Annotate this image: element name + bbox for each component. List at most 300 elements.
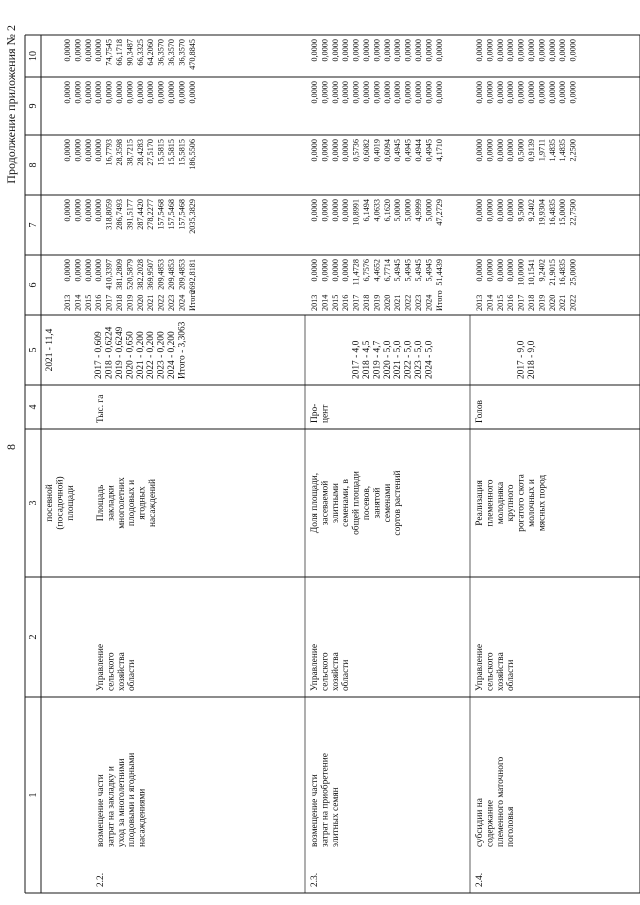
- target-value: 2024 - 5,0: [424, 340, 435, 379]
- executor-text: Управление: [96, 643, 106, 691]
- amount-cell: 6,7576: [362, 259, 371, 282]
- amount-cell: 0,0000: [73, 199, 83, 222]
- amount-cell: 157,5468: [167, 199, 176, 230]
- amount-cell: 51,4439: [434, 259, 444, 286]
- amount-cell: 0,6082: [362, 139, 371, 162]
- amount-cell: 0,0000: [63, 139, 72, 162]
- year-cell: 2015: [495, 294, 505, 311]
- indicator-text: плодовых и: [127, 479, 138, 527]
- year-cell: 2014: [320, 294, 330, 311]
- target-value: 2020 - 0,650: [125, 331, 136, 379]
- amount-cell: 22,7500: [568, 199, 578, 226]
- amount-cell: 0,5736: [351, 139, 361, 162]
- indicator-text: насаждений: [148, 478, 158, 528]
- amount-cell: 0,0000: [177, 81, 187, 104]
- amount-cell: 0,6094: [382, 139, 392, 162]
- amount-cell: 0,0000: [341, 199, 351, 222]
- year-cell: 2013: [475, 294, 484, 311]
- indicator-text: молочных и: [527, 479, 537, 527]
- year-cell: 2024: [424, 294, 434, 311]
- amount-cell: 0,0000: [320, 259, 330, 282]
- amount-cell: 0,0000: [485, 259, 495, 282]
- target-value: 2024 - 0,200: [167, 331, 177, 379]
- amount-cell: 0,0000: [485, 39, 495, 62]
- amount-cell: 0,0000: [537, 39, 547, 62]
- amount-cell: 2,2500: [568, 139, 578, 162]
- amount-cell: 19,9304: [537, 199, 547, 226]
- amount-cell: 520,5879: [125, 259, 135, 290]
- year-cell: 2024: [177, 294, 187, 311]
- amount-cell: 9,5000: [516, 199, 526, 222]
- target-value: 2018 - 4,5: [362, 340, 372, 379]
- amount-cell: 16,7793: [104, 139, 114, 166]
- amount-cell: 15,5815: [177, 139, 187, 166]
- amount-cell: 0,0000: [351, 39, 361, 62]
- indicator-text: молодняка: [495, 481, 506, 525]
- measure-name: затрат на приобретение: [320, 753, 331, 847]
- amount-cell: 0,0000: [485, 199, 495, 222]
- year-cell: 2023: [414, 294, 423, 311]
- measure-name: возмещение части: [310, 774, 320, 847]
- target-value: 2022 - 5,0: [403, 340, 414, 379]
- amount-cell: 0,0000: [115, 81, 124, 104]
- amount-cell: 0,0000: [424, 39, 434, 62]
- year-cell: 2013: [310, 294, 319, 311]
- table-row: [63, 39, 197, 887]
- executor-text: сельского: [106, 652, 117, 691]
- executor-text: Управление: [310, 643, 320, 691]
- year-cell: Итого: [434, 290, 444, 311]
- amount-cell: 0,0000: [403, 39, 413, 62]
- executor-text: области: [127, 659, 138, 691]
- continued-indicator-text: посевной: [45, 484, 55, 522]
- year-cell: 2020: [135, 294, 145, 311]
- amount-cell: 0,0000: [341, 39, 351, 62]
- continued-indicator-text: (посадочной): [55, 476, 66, 530]
- amount-cell: 0,0000: [94, 259, 104, 282]
- indicator-text: общей площади: [351, 471, 362, 535]
- amount-cell: 66,1718: [115, 39, 124, 66]
- amount-cell: 0,0000: [125, 81, 135, 104]
- amount-cell: 0,0000: [485, 139, 495, 162]
- target-value: 2023 - 5,0: [414, 340, 424, 379]
- year-cell: 2019: [537, 294, 547, 311]
- amount-cell: 0,0000: [516, 39, 526, 62]
- column-number: 2: [28, 634, 39, 640]
- target-value: 2021 - 5,0: [393, 340, 404, 379]
- page-number: 8: [4, 444, 18, 450]
- year-cell: 2018: [527, 294, 536, 311]
- target-value: 2019 - 4,7: [372, 340, 383, 379]
- amount-cell: 0,0000: [63, 81, 72, 104]
- amount-cell: 0,0000: [558, 81, 568, 104]
- unit-text: Голов: [475, 400, 485, 423]
- amount-cell: 0,0000: [382, 81, 392, 104]
- amount-cell: 38,7215: [125, 139, 135, 166]
- amount-cell: 0,0000: [372, 81, 382, 104]
- indicator-text: Доля площади,: [310, 472, 320, 534]
- amount-cell: 15,5815: [156, 139, 166, 166]
- amount-cell: 0,0000: [310, 39, 319, 62]
- year-cell: 2020: [382, 294, 392, 311]
- indicator-text: рогатого скота: [516, 474, 527, 532]
- indicator-text: семенами: [382, 483, 393, 523]
- amount-cell: 28,4283: [135, 139, 145, 166]
- amount-cell: 0,0000: [341, 139, 351, 162]
- amount-cell: 0,4945: [393, 139, 403, 162]
- indicator-text: сортов растений: [393, 470, 404, 536]
- indicator-text: Реализация: [475, 480, 485, 526]
- amount-cell: 0,0000: [414, 39, 423, 62]
- amount-cell: 0,0000: [403, 81, 413, 104]
- target-value: 2019 - 0,6249: [115, 326, 125, 379]
- column-number: 6: [28, 282, 39, 288]
- amount-cell: 0,0000: [330, 139, 340, 162]
- amount-cell: 0,0000: [382, 39, 392, 62]
- amount-cell: 0,0000: [135, 81, 145, 104]
- amount-cell: 15,0000: [558, 199, 568, 226]
- target-value: Итого - 3,3063: [177, 321, 188, 379]
- executor-text: хозяйства: [330, 652, 341, 691]
- amount-cell: 0,4944: [414, 139, 423, 162]
- amount-cell: 0,0000: [83, 199, 93, 222]
- amount-cell: 0,0000: [495, 139, 505, 162]
- amount-cell: 0,0000: [414, 81, 423, 104]
- amount-cell: 0,0000: [341, 259, 351, 282]
- amount-cell: 0,0000: [495, 39, 505, 62]
- amount-cell: 157,5468: [156, 199, 166, 230]
- column-number: 10: [28, 51, 39, 61]
- amount-cell: 0,0000: [527, 81, 536, 104]
- amount-cell: 2692,8181: [187, 259, 197, 294]
- measure-name: насаждениями: [137, 788, 148, 847]
- amount-cell: 186,5506: [187, 139, 197, 170]
- column-number: 4: [28, 404, 39, 410]
- executor-text: сельского: [320, 652, 331, 691]
- measure-name: плодовыми и ягодными: [127, 752, 138, 847]
- amount-cell: 10,1541: [527, 259, 536, 286]
- column-number: 5: [28, 347, 39, 353]
- amount-cell: 0,0000: [372, 39, 382, 62]
- amount-cell: 0,0000: [63, 259, 72, 282]
- indicator-text: посевов,: [362, 485, 372, 521]
- amount-cell: 0,0000: [362, 39, 371, 62]
- amount-cell: 0,0000: [73, 259, 83, 282]
- year-cell: 2017: [351, 294, 361, 311]
- amount-cell: 4,9999: [414, 199, 423, 222]
- year-cell: 2015: [330, 294, 340, 311]
- year-cell: 2019: [125, 294, 135, 311]
- amount-cell: 0,0000: [568, 81, 578, 104]
- amount-cell: 5,0000: [424, 199, 434, 222]
- amount-cell: 0,0000: [94, 139, 104, 162]
- executor-text: области: [506, 659, 517, 691]
- amount-cell: 286,7493: [115, 199, 124, 230]
- year-cell: 2016: [506, 294, 516, 311]
- amount-cell: 6,1620: [382, 199, 392, 222]
- amount-cell: 391,5177: [125, 199, 135, 230]
- year-cell: 2017: [516, 294, 526, 311]
- column-number: 3: [28, 500, 39, 506]
- amount-cell: 1,4835: [558, 139, 568, 162]
- amount-cell: 15,5815: [167, 139, 176, 166]
- amount-cell: 0,0000: [393, 81, 403, 104]
- amount-cell: 0,0000: [475, 139, 484, 162]
- amount-cell: 0,0000: [475, 199, 484, 222]
- measure-name: затрат на закладку и: [106, 766, 117, 847]
- year-cell: 2022: [403, 294, 413, 311]
- amount-cell: 0,0000: [310, 199, 319, 222]
- amount-cell: 0,0000: [537, 81, 547, 104]
- page-content: [4, 25, 640, 893]
- amount-cell: 0,0000: [547, 81, 557, 104]
- amount-cell: 209,4853: [156, 259, 166, 290]
- target-value: 2020 - 5,0: [382, 340, 393, 379]
- amount-cell: 0,0000: [495, 259, 505, 282]
- amount-cell: 0,0000: [310, 259, 319, 282]
- amount-cell: 0,4945: [403, 139, 413, 162]
- amount-cell: 287,4420: [135, 199, 145, 230]
- row-number: 2.2.: [96, 872, 106, 887]
- amount-cell: 0,0000: [475, 259, 484, 282]
- amount-cell: 0,0000: [362, 81, 371, 104]
- amount-cell: 4,1710: [434, 139, 444, 162]
- executor-text: области: [341, 659, 352, 691]
- target-value: 2017 - 0,609: [94, 331, 105, 379]
- measure-name: уход за многолетними: [116, 758, 127, 847]
- column-number: 1: [28, 792, 39, 798]
- amount-cell: 0,0000: [393, 39, 403, 62]
- amount-cell: 36,3570: [177, 39, 187, 66]
- unit-text: Тыс. га: [96, 394, 106, 423]
- year-cell: 2019: [372, 294, 382, 311]
- amount-cell: 0,0000: [187, 81, 197, 104]
- amount-cell: 1,4835: [547, 139, 557, 162]
- amount-cell: 36,3570: [156, 39, 166, 66]
- amount-cell: 0,0000: [83, 81, 93, 104]
- column-number: 8: [28, 162, 39, 168]
- amount-cell: 64,2060: [146, 39, 156, 66]
- amount-cell: 0,0000: [83, 259, 93, 282]
- table-row: [310, 39, 444, 887]
- amount-cell: 9,2402: [537, 259, 547, 282]
- amount-cell: 0,0000: [94, 81, 104, 104]
- amount-cell: 16,4835: [547, 199, 557, 226]
- indicator-text: занятой: [372, 487, 383, 519]
- amount-cell: 36,3570: [167, 39, 176, 66]
- unit-text: Про-: [310, 403, 320, 423]
- amount-cell: 9,2402: [527, 199, 536, 222]
- amount-cell: 0,0000: [568, 39, 578, 62]
- year-cell: 2016: [94, 294, 104, 311]
- measure-name: субсидии на: [475, 798, 485, 847]
- amount-cell: 0,0000: [434, 81, 444, 104]
- amount-cell: 0,0000: [320, 39, 330, 62]
- amount-cell: 5,0000: [393, 199, 403, 222]
- year-cell: 2022: [568, 294, 578, 311]
- indicator-text: ягодных: [137, 486, 148, 520]
- measure-name: поголовья: [506, 806, 517, 847]
- amount-cell: 0,0000: [83, 39, 93, 62]
- year-cell: 2015: [83, 294, 93, 311]
- amount-cell: 0,0000: [351, 81, 361, 104]
- amount-cell: 21,9015: [547, 259, 557, 286]
- amount-cell: 0,0000: [94, 39, 104, 62]
- amount-cell: 4,0633: [372, 199, 382, 222]
- amount-cell: 0,0000: [73, 81, 83, 104]
- year-cell: 2022: [156, 294, 166, 311]
- indicator-text: элитными: [330, 483, 341, 523]
- year-cell: 2023: [167, 294, 176, 311]
- target-value: 2018 - 0,6224: [104, 326, 115, 379]
- column-number: 9: [28, 103, 39, 109]
- amount-cell: 209,4853: [177, 259, 187, 290]
- amount-cell: 27,5170: [146, 139, 156, 166]
- year-cell: 2016: [341, 294, 351, 311]
- amount-cell: 0,0000: [330, 81, 340, 104]
- measure-name: содержание: [485, 799, 496, 847]
- amount-cell: 0,0000: [94, 199, 104, 222]
- amount-cell: 0,0000: [320, 199, 330, 222]
- amount-cell: 0,0000: [156, 81, 166, 104]
- amount-cell: 6,7714: [382, 259, 392, 282]
- year-cell: 2021: [393, 294, 403, 311]
- amount-cell: 369,9507: [146, 259, 156, 290]
- amount-cell: 0,0000: [506, 81, 516, 104]
- amount-cell: 0,0000: [63, 39, 72, 62]
- amount-cell: 0,0000: [485, 81, 495, 104]
- indicator-text: племенного: [485, 479, 496, 527]
- target-value: 2021 - 0,200: [135, 331, 146, 379]
- amount-cell: 0,0000: [320, 139, 330, 162]
- executor-text: хозяйства: [495, 652, 506, 691]
- amount-cell: 28,3598: [115, 139, 124, 166]
- indicator-text: засеваемой: [320, 480, 331, 526]
- amount-cell: 0,0000: [330, 39, 340, 62]
- amount-cell: 90,3487: [125, 39, 135, 66]
- amount-cell: 0,0000: [506, 139, 516, 162]
- amount-cell: 209,4853: [167, 259, 176, 290]
- measure-name: возмещение части: [96, 774, 106, 847]
- year-cell: 2013: [63, 294, 72, 311]
- target-value: 2017 - 9,0: [516, 340, 527, 379]
- amount-cell: 157,5468: [177, 199, 187, 230]
- unit-text: цент: [320, 404, 331, 423]
- amount-cell: 410,3397: [104, 259, 114, 290]
- amount-cell: 5,4945: [414, 259, 423, 282]
- continued-target-value: 2021 - 11,4: [45, 328, 55, 372]
- row-number: 2.3.: [310, 872, 320, 887]
- amount-cell: 0,0000: [506, 259, 516, 282]
- indicator-text: мясных пород: [537, 474, 548, 532]
- indicator-text: многолетних: [116, 477, 127, 529]
- target-value: 2018 - 9,0: [527, 340, 537, 379]
- year-cell: 2020: [547, 294, 557, 311]
- executor-text: хозяйства: [116, 652, 127, 691]
- measure-name: племенного маточного: [495, 756, 506, 847]
- amount-cell: 66,3325: [135, 39, 145, 66]
- amount-cell: 0,0000: [558, 39, 568, 62]
- amount-cell: 0,0000: [73, 139, 83, 162]
- measure-name: элитных семян: [330, 787, 341, 847]
- year-cell: Итого: [187, 290, 197, 311]
- row-number: 2.4.: [475, 872, 485, 887]
- amount-cell: 0,0000: [104, 81, 114, 104]
- amount-cell: 0,0000: [146, 81, 156, 104]
- amount-cell: 0,0000: [320, 81, 330, 104]
- target-value: 2023 - 0,200: [156, 331, 167, 379]
- target-value: 2022 - 0,200: [146, 331, 157, 379]
- amount-cell: 47,2729: [434, 199, 444, 226]
- column-number: 7: [28, 222, 39, 228]
- amount-cell: 0,0000: [330, 199, 340, 222]
- year-cell: 2018: [362, 294, 371, 311]
- appendix-title: Продолжение приложения № 2: [4, 25, 18, 184]
- amount-cell: 0,5000: [516, 139, 526, 162]
- indicator-text: закладки: [106, 485, 117, 521]
- amount-cell: 0,9139: [527, 139, 536, 162]
- indicator-text: Площадь: [96, 484, 106, 522]
- amount-cell: 382,2028: [135, 259, 145, 290]
- amount-cell: 11,4728: [351, 259, 361, 286]
- amount-cell: 4,4652: [372, 259, 382, 282]
- amount-cell: 0,0000: [475, 39, 484, 62]
- amount-cell: 0,0000: [83, 139, 93, 162]
- amount-cell: 5,4945: [393, 259, 403, 282]
- amount-cell: 1,9711: [537, 139, 547, 162]
- amount-cell: 0,0000: [475, 81, 484, 104]
- amount-cell: 470,8845: [187, 39, 197, 70]
- year-cell: 2014: [73, 294, 83, 311]
- amount-cell: 318,8059: [104, 199, 114, 230]
- amount-cell: 10,8991: [351, 199, 361, 226]
- table-row: [474, 39, 578, 887]
- amount-cell: 0,4945: [424, 139, 434, 162]
- amount-cell: 10,0000: [516, 259, 526, 286]
- indicator-text: крупного: [506, 484, 517, 522]
- amount-cell: 0,0000: [63, 199, 72, 222]
- year-cell: 2021: [146, 294, 156, 311]
- target-value: 2017 - 4,0: [351, 340, 362, 379]
- amount-cell: 0,0000: [547, 39, 557, 62]
- amount-cell: 2035,3829: [187, 199, 197, 234]
- amount-cell: 5,0000: [403, 199, 413, 222]
- amount-cell: 0,0000: [506, 199, 516, 222]
- amount-cell: 0,0000: [310, 81, 319, 104]
- amount-cell: 0,0000: [167, 81, 176, 104]
- amount-cell: 0,4019: [372, 139, 382, 162]
- amount-cell: 0,0000: [310, 139, 319, 162]
- amount-cell: 25,0000: [568, 259, 578, 286]
- amount-cell: 0,0000: [495, 199, 505, 222]
- amount-cell: 6,1494: [362, 199, 371, 222]
- amount-cell: 381,2809: [115, 259, 124, 290]
- year-cell: 2014: [485, 294, 495, 311]
- amount-cell: 0,0000: [434, 39, 444, 62]
- executor-text: Управление: [475, 643, 485, 691]
- amount-cell: 0,0000: [495, 81, 505, 104]
- amount-cell: 0,0000: [506, 39, 516, 62]
- amount-cell: 74,7545: [104, 39, 114, 66]
- amount-cell: 278,2277: [146, 199, 156, 230]
- year-cell: 2021: [558, 294, 568, 311]
- continued-indicator-text: площади: [65, 485, 76, 521]
- year-cell: 2018: [115, 294, 124, 311]
- amount-cell: 0,0000: [516, 81, 526, 104]
- amount-cell: 0,0000: [424, 81, 434, 104]
- amount-cell: 0,0000: [341, 81, 351, 104]
- indicator-text: семенами, в: [341, 479, 352, 527]
